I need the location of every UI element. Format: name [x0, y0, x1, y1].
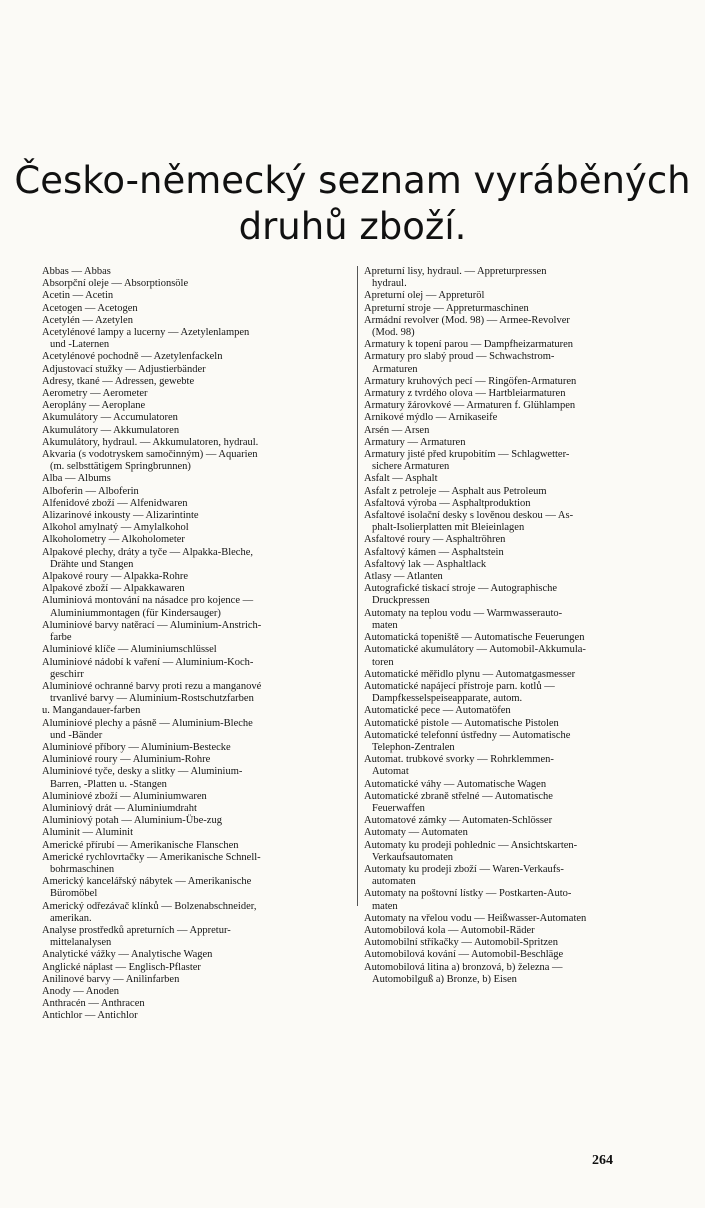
index-entry-continuation: Armaturen	[372, 363, 418, 375]
index-entry-line: Aeroplány — Aeroplane	[42, 400, 146, 412]
index-entry-continuation: Drähte und Stangen	[50, 558, 134, 570]
index-entry	[364, 339, 672, 351]
index-entry	[42, 522, 358, 534]
index-entry-line: Autografické tiskací stroje — Autographische	[364, 583, 558, 595]
index-entry-line: Aluminiové příbory — Aluminium-Bestecke	[42, 741, 231, 753]
index-entry-line: Asfaltový kámen — Asphaltstein	[364, 546, 504, 558]
index-entry	[364, 510, 672, 534]
index-entry-continuation: Telephon-Zentralen	[372, 741, 455, 753]
index-entry-continuation: Druckpressen	[372, 595, 430, 607]
page-title	[0, 158, 705, 250]
index-entry-line: Anilinové barvy — Anilinfarben	[42, 973, 180, 985]
index-entry-line: Automobilová kování — Automobil-Beschläge	[364, 949, 564, 961]
index-entry	[364, 840, 672, 864]
index-entry	[42, 657, 358, 681]
index-entry	[364, 791, 672, 815]
index-entry-line: Asfaltové roury — Asphaltröhren	[364, 534, 506, 546]
index-entry-line: Automatické zbraně střelné — Automatische	[364, 790, 553, 802]
index-entry-continuation: phalt-Isolierplatten mit Bleieinlagen	[372, 522, 525, 534]
index-entry-line: u. Mangandauer-farben	[42, 705, 141, 717]
index-entry-line: Antichlor — Antichlor	[42, 1010, 138, 1022]
index-entry	[42, 827, 358, 839]
index-entry	[364, 412, 672, 424]
index-entry	[42, 583, 358, 595]
index-entry	[364, 718, 672, 730]
index-entry-line: Automaty ku prodeji pohlednic — Ansichtskarten-	[364, 839, 578, 851]
index-entry	[364, 888, 672, 912]
index-entry-line: Adresy, tkané — Adressen, gewebte	[42, 375, 195, 387]
index-entry	[42, 705, 358, 717]
index-entry	[364, 266, 672, 290]
index-entry	[42, 754, 358, 766]
index-entry-line: Arnikové mýdlo — Arnikaseife	[364, 412, 498, 424]
index-entry	[364, 962, 672, 986]
index-entry-line: Alba — Albums	[42, 473, 111, 485]
index-entry-line: Americký kancelářský nábytek — Amerikanische	[42, 876, 252, 888]
index-entry-continuation: Barren, -Platten u. -Stangen	[50, 778, 167, 790]
index-entry-line: Armatury z tvrdého olova — Hartbleiarmaturen	[364, 388, 566, 400]
index-entry-line: Automatické pistole — Automatische Pistolen	[364, 717, 559, 729]
index-entry-continuation: Automobilguß a) Bronze, b) Eisen	[372, 973, 517, 985]
index-entry-line: Asfalt z petroleje — Asphalt aus Petroleum	[364, 485, 547, 497]
index-entry-continuation: Verkaufsautomaten	[372, 851, 454, 863]
index-entry	[42, 498, 358, 510]
index-entry	[42, 266, 358, 278]
index-entry-line: Automatická topeniště — Automatische Feuerungen	[364, 632, 585, 644]
index-entry	[364, 949, 672, 961]
index-entry-line: Americké přírubí — Amerikanische Flanschen	[42, 839, 239, 851]
index-entry-continuation: Aluminiummontagen (für Kindersauger)	[50, 607, 221, 619]
index-entry	[42, 437, 358, 449]
index-entry-continuation: sichere Armaturen	[372, 461, 450, 473]
index-entry	[42, 290, 358, 302]
column-divider	[357, 266, 358, 906]
index-entry-line: Aluminiové roury — Aluminium-Rohre	[42, 754, 211, 766]
index-entry-line: Asfaltové isolační desky s lověnou deskou — As-	[364, 510, 574, 522]
index-entry	[42, 449, 358, 473]
index-entry-line: Armatury pro slabý proud — Schwachstrom-	[364, 351, 555, 363]
index-entry-line: Apreturní olej — Appreturöl	[364, 290, 485, 302]
index-entry	[42, 742, 358, 754]
index-entry-line: Automatické váhy — Automatische Wagen	[364, 778, 547, 790]
index-entry-line: Aluminit — Aluminit	[42, 827, 134, 839]
index-entry-line: Asfalt — Asphalt	[364, 473, 438, 485]
index-entry	[42, 388, 358, 400]
index-entry	[364, 705, 672, 717]
index-entry-line: Absorpční oleje — Absorptionsöle	[42, 278, 189, 290]
index-entry-continuation: Automat	[372, 766, 409, 778]
index-entry	[42, 376, 358, 388]
index-entry-line: Aluminiové zboží — Aluminiumwaren	[42, 790, 207, 802]
index-entry-line: Anthracén — Anthracen	[42, 998, 145, 1010]
index-entry-line: Armatury k topení parou — Dampfheizarmaturen	[364, 339, 574, 351]
index-entry-line: Automatické akumulátory — Automobil-Akkumula-	[364, 644, 586, 656]
index-entry	[42, 327, 358, 351]
index-entry	[364, 498, 672, 510]
index-entry-continuation: maten	[372, 900, 398, 912]
index-entry	[42, 278, 358, 290]
index-entry-line: Automaty na poštovní lístky — Postkarten-Auto-	[364, 888, 572, 900]
index-entry	[42, 815, 358, 827]
index-entry-continuation: maten	[372, 619, 398, 631]
index-entry	[42, 303, 358, 315]
index-entry-line: Alboferin — Alboferin	[42, 485, 139, 497]
index-entry-continuation: amerikan.	[50, 912, 92, 924]
index-entry-line: Abbas — Abbas	[42, 266, 111, 277]
index-entry-continuation: mittelanalysen	[50, 937, 112, 949]
index-entry	[364, 315, 672, 339]
index-entry	[364, 473, 672, 485]
index-entry	[42, 718, 358, 742]
title-line-2: druhů zboží.	[238, 205, 467, 248]
index-entry-line: Automat. trubkové svorky — Rohrklemmen-	[364, 754, 554, 766]
index-entry-line: Akvaria (s vodotryskem samočinným) — Aquarien	[42, 449, 258, 461]
index-entry	[364, 400, 672, 412]
index-entry-line: Automatické napájecí přístroje parn. kotlů —	[364, 680, 555, 692]
index-entry-continuation: Dampfkesselspeiseapparate, autom.	[372, 693, 523, 705]
index-entry	[42, 486, 358, 498]
index-entry	[364, 864, 672, 888]
index-entry-line: Automaty — Automaten	[364, 827, 468, 839]
index-entry	[364, 425, 672, 437]
index-entry-line: Atlasy — Atlanten	[364, 571, 443, 583]
index-entry	[364, 827, 672, 839]
index-entry-line: Aluminiové nádobí k vaření — Aluminium-Koch-	[42, 656, 254, 668]
index-entry	[42, 315, 358, 327]
index-entry-line: Arsén — Arsen	[364, 424, 430, 436]
index-entry-line: Armatury jisté před krupobitím — Schlagwetter-	[364, 449, 570, 461]
index-entry-continuation: trvanlivé barvy — Aluminium-Rostschutzfarben	[50, 693, 254, 705]
index-entry-continuation: geschirr	[50, 668, 84, 680]
index-entry	[42, 534, 358, 546]
index-entry	[364, 449, 672, 473]
index-entry	[42, 840, 358, 852]
index-entry-line: Akumulátory — Akkumulatoren	[42, 424, 180, 436]
index-entry-continuation: Feuerwaffen	[372, 802, 425, 814]
index-entry-line: Americké rychlovrtačky — Amerikanische Schnell-	[42, 851, 261, 863]
index-entry-line: Automobilní stříkačky — Automobil-Spritzen	[364, 937, 558, 949]
index-entry	[42, 974, 358, 986]
index-entry-line: Akumulátory — Accumulatoren	[42, 412, 178, 424]
index-entry	[364, 376, 672, 388]
index-entry	[42, 620, 358, 644]
index-entry-line: Alpakové zboží — Alpakkawaren	[42, 583, 185, 595]
index-entry-line: Aluminiové tyče, desky a slitky — Aluminium-	[42, 766, 243, 778]
index-entry	[42, 473, 358, 485]
index-entry-line: Asfaltový lak — Asphaltlack	[364, 558, 487, 570]
index-entry-line: Aluminiové ochranné barvy proti rezu a manganové	[42, 680, 262, 692]
index-entry-line: Armatury žárovkové — Armaturen f. Glühlampen	[364, 400, 576, 412]
index-entry	[42, 425, 358, 437]
index-entry-line: Automatické pece — Automatöfen	[364, 705, 511, 717]
index-entry	[42, 986, 358, 998]
index-entry	[42, 803, 358, 815]
index-entry-continuation: bohrmaschinen	[50, 863, 115, 875]
index-entry	[42, 595, 358, 619]
index-entry	[364, 730, 672, 754]
index-entry-line: Aluminiové klíče — Aluminiumschlüssel	[42, 644, 217, 656]
index-entry-line: Anglické náplast — Englisch-Pflaster	[42, 961, 201, 973]
right-column	[364, 266, 672, 986]
index-entry	[364, 290, 672, 302]
index-entry-line: Alkoholometry — Alkoholometer	[42, 534, 185, 546]
index-entry	[42, 901, 358, 925]
index-entry-line: Adjustovací stužky — Adjustierbänder	[42, 363, 206, 375]
index-entry	[364, 681, 672, 705]
index-entry-line: Alpakové roury — Alpakka-Rohre	[42, 571, 189, 583]
index-entry	[364, 779, 672, 791]
title-line-1: Česko-německý seznam vyráběných	[14, 159, 691, 202]
index-entry	[364, 559, 672, 571]
index-entry-line: Americký odřezávač klínků — Bolzenabschneider,	[42, 900, 257, 912]
index-entry	[42, 351, 358, 363]
index-entry-line: Acetin — Acetin	[42, 290, 114, 302]
index-entry	[364, 644, 672, 668]
index-entry-line: Automatové zámky — Automaten-Schlösser	[364, 815, 553, 827]
left-column	[42, 266, 358, 1023]
index-entry-line: Analyse prostředků apreturních — Appretur-	[42, 924, 231, 936]
index-entry-line: Apreturní lisy, hydraul. — Appreturpressen	[364, 266, 547, 277]
index-entry	[364, 754, 672, 778]
index-entry-line: Automaty na vřelou vodu — Heißwasser-Automaten	[364, 912, 587, 924]
index-entry-line: Automaty na teplou vodu — Warmwasserauto-	[364, 607, 563, 619]
index-entry	[364, 571, 672, 583]
index-entry	[42, 962, 358, 974]
index-entry	[42, 644, 358, 656]
index-entry	[42, 400, 358, 412]
index-entry-line: Akumulátory, hydraul. — Akkumulatoren, hydraul.	[42, 436, 259, 448]
index-entry-line: Analytické vážky — Analytische Wagen	[42, 949, 213, 961]
index-entry	[364, 388, 672, 400]
index-entry	[364, 534, 672, 546]
index-entry-continuation: und -Laternen	[50, 339, 110, 351]
index-entry-line: Acetylénové pochodně — Azetylenfackeln	[42, 351, 223, 363]
index-entry	[42, 998, 358, 1010]
index-entry	[364, 815, 672, 827]
index-entry	[364, 913, 672, 925]
index-entry	[42, 412, 358, 424]
index-entry-line: Automobilová litina a) bronzová, b) železna —	[364, 961, 563, 973]
index-entry	[364, 486, 672, 498]
index-entry	[364, 925, 672, 937]
index-entry-continuation: (m. selbsttätigem Springbrunnen)	[50, 461, 191, 473]
index-entry-line: Alkohol amylnatý — Amylalkohol	[42, 522, 189, 534]
index-entry	[364, 937, 672, 949]
index-entry-line: Alfenidové zboží — Alfenidwaren	[42, 497, 188, 509]
index-entry-line: Automatické telefonní ústředny — Automatische	[364, 729, 571, 741]
index-entry	[42, 681, 358, 705]
index-entry-line: Aluminiová montování na násadce pro kojence —	[42, 595, 254, 607]
index-entry-line: Aluminiový drát — Aluminiumdraht	[42, 802, 197, 814]
index-entry	[364, 547, 672, 559]
index-entry-line: Anody — Anoden	[42, 985, 119, 997]
index-entry-line: Acetylénové lampy a lucerny — Azetylenlampen	[42, 327, 250, 339]
index-entry	[364, 437, 672, 449]
index-entry-continuation: toren	[372, 656, 394, 668]
index-entry-line: Acetylén — Azetylen	[42, 314, 133, 326]
index-entry-line: Automobilová kola — Automobil-Räder	[364, 924, 535, 936]
index-entry	[364, 632, 672, 644]
index-entry-line: Armádní revolver (Mod. 98) — Armee-Revolver	[364, 314, 570, 326]
index-entry-continuation: (Mod. 98)	[372, 327, 415, 339]
index-entry-line: Aluminiové barvy natěrací — Aluminium-Anstrich-	[42, 619, 262, 631]
index-entry	[364, 351, 672, 375]
index-entry-line: Armatury kruhových pecí — Ringöfen-Armaturen	[364, 375, 577, 387]
index-entry	[42, 852, 358, 876]
index-entry	[42, 1010, 358, 1022]
index-entry-line: Automaty ku prodeji zboží — Waren-Verkaufs-	[364, 863, 564, 875]
index-entry-line: Alpakové plechy, dráty a tyče — Alpakka-Bleche,	[42, 546, 253, 558]
index-entry-line: Alizarinové inkousty — Alizarintinte	[42, 510, 199, 522]
index-entry-line: Asfaltová výroba — Asphaltproduktion	[364, 497, 531, 509]
index-entry-line: Aluminiový potah — Aluminium-Übe-zug	[42, 815, 222, 827]
index-entry	[42, 949, 358, 961]
index-entry-continuation: hydraul.	[372, 278, 407, 290]
index-entry	[364, 583, 672, 607]
page-number: 264	[592, 1153, 613, 1168]
index-entry	[42, 547, 358, 571]
index-entry-line: Apreturní stroje — Appreturmaschinen	[364, 302, 529, 314]
index-entry-line: Acetogen — Acetogen	[42, 302, 138, 314]
index-entry	[42, 791, 358, 803]
index-entry-continuation: Büromöbel	[50, 888, 98, 900]
index-entry	[42, 571, 358, 583]
index-entry	[42, 925, 358, 949]
index-entry-line: Armatury — Armaturen	[364, 436, 466, 448]
index-entry	[42, 364, 358, 376]
index-entry	[364, 608, 672, 632]
index-entry-continuation: automaten	[372, 876, 416, 888]
index-entry-line: Aerometry — Aerometer	[42, 388, 148, 400]
index-entry	[364, 303, 672, 315]
index-entry	[364, 669, 672, 681]
index-entry-line: Aluminiové plechy a pásně — Aluminium-Bleche	[42, 717, 253, 729]
index-entry	[42, 510, 358, 522]
index-entry-line: Automatické měřidlo plynu — Automatgasmesser	[364, 668, 576, 680]
index-entry-continuation: farbe	[50, 632, 72, 644]
index-entry-continuation: und -Bänder	[50, 729, 103, 741]
index-entry	[42, 876, 358, 900]
index-entry	[42, 766, 358, 790]
